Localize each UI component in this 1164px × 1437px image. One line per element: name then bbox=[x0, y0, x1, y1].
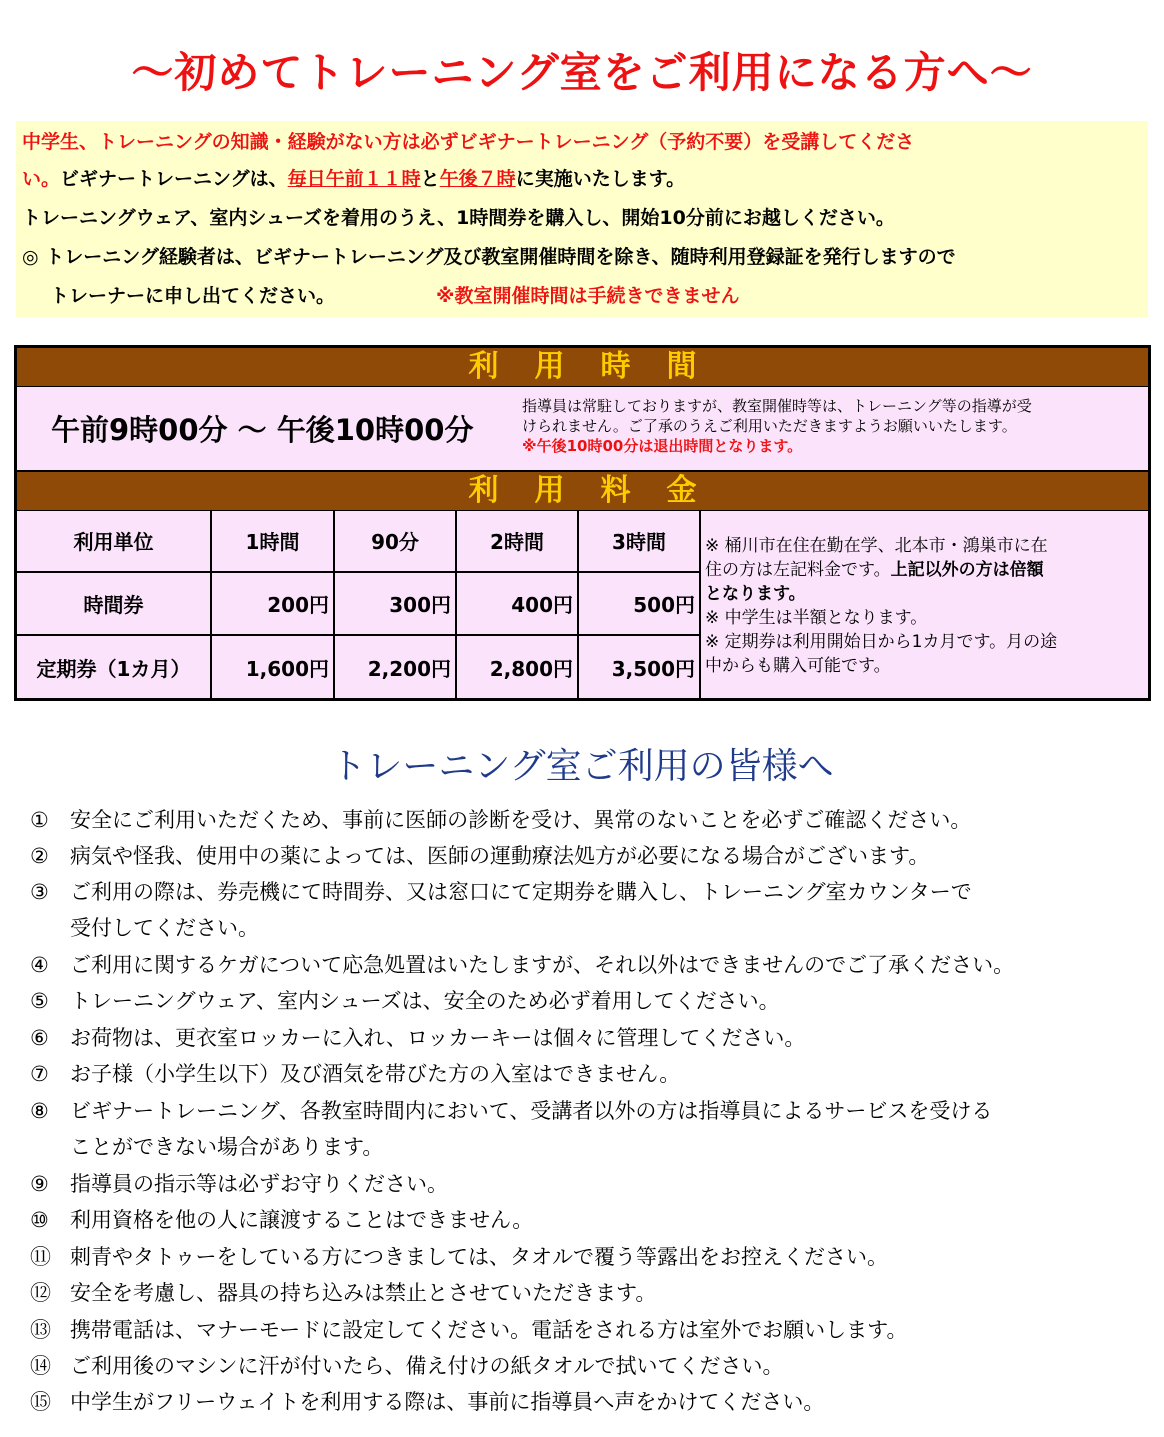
fee-col-header: 90分 bbox=[335, 510, 457, 573]
rule-item: ① 安全にご利用いただくため、事前に医師の診断を受け、異常のないことを必ずご確認ください。 bbox=[30, 808, 972, 832]
rule-item: ⑧ ビギナートレーニング、各教室時間内において、受講者以外の方は指導員によるサービスを受ける bbox=[30, 1099, 993, 1123]
intro-time-1: 毎日午前１１時 bbox=[287, 168, 421, 190]
fee-cell: 200円 bbox=[212, 573, 335, 636]
intro-line-1: 中学生、トレーニングの知識・経験がない方は必ずビギナートレーニング（予約不要）を受講してくださ bbox=[22, 131, 915, 153]
intro-time-2: 午後７時 bbox=[439, 168, 516, 190]
rules-heading: トレーニング室ご利用の皆様へ bbox=[330, 746, 834, 787]
fee-cell: 2,200円 bbox=[335, 636, 457, 698]
fee-col-header: 2時間 bbox=[457, 510, 579, 573]
fee-cell: 400円 bbox=[457, 573, 579, 636]
fee-col-header: 1時間 bbox=[212, 510, 335, 573]
usage-note-2: けられません。ご了承のうえご利用いただきますようお願いいたします。 bbox=[522, 417, 1017, 435]
intro-line-3: トレーニングウェア、室内シューズを着用のうえ、1時間券を購入し、開始10分前にお越しください。 bbox=[22, 207, 895, 229]
fee-note-2-bold: 上記以外の方は倍額 bbox=[890, 560, 1044, 580]
rule-item: ⑬ 携帯電話は、マナーモードに設定してください。電話をされる方は室外でお願いします。 bbox=[30, 1318, 908, 1342]
fee-cell: 3,500円 bbox=[579, 636, 701, 698]
rule-item: ⑥ お荷物は、更衣室ロッカーに入れ、ロッカーキーは個々に管理してください。 bbox=[30, 1026, 806, 1050]
fee-note-6: 中からも購入可能です。 bbox=[705, 656, 891, 676]
fee-note-3: となります。 bbox=[705, 584, 806, 604]
rule-item: ⑭ ご利用後のマシンに汗が付いたら、備え付けの紙タオルで拭いてください。 bbox=[30, 1354, 784, 1378]
fee-col-header: 3時間 bbox=[579, 510, 701, 573]
intro-line-5-note: ※教室開催時間は手続きできません bbox=[436, 285, 740, 307]
intro-line-4: ◎ トレーニング経験者は、ビギナートレーニング及び教室開催時間を除き、随時利用登録証を発行しますので bbox=[22, 246, 956, 268]
fee-cell: 2,800円 bbox=[457, 636, 579, 698]
intro-line-2-a: ビギナートレーニングは、 bbox=[60, 168, 288, 190]
usage-time-header: 利用時間 bbox=[17, 348, 1148, 387]
fee-cell: 300円 bbox=[335, 573, 457, 636]
rule-item: ② 病気や怪我、使用中の薬によっては、医師の運動療法処方が必要になる場合がございます。 bbox=[30, 844, 930, 868]
rule-item-continued: ことができない場合があります。 bbox=[70, 1135, 384, 1159]
rule-item: ⑦ お子様（小学生以下）及び酒気を帯びた方の入室はできません。 bbox=[30, 1062, 681, 1086]
fee-row-label: 定期券（1カ月） bbox=[17, 636, 212, 698]
rule-item: ④ ご利用に関するケガについて応急処置はいたしますが、それ以外はできませんのでご了承ください。 bbox=[30, 953, 1015, 977]
fee-cell: 500円 bbox=[579, 573, 701, 636]
intro-box bbox=[16, 121, 1148, 317]
usage-note-3: ※午後10時00分は退出時間となります。 bbox=[522, 437, 803, 455]
usage-time-note bbox=[522, 396, 1152, 456]
intro-line-2-b: と bbox=[420, 168, 440, 190]
rule-item: ⑪ 刺青やタトゥーをしている方につきましては、タオルで覆う等露出をお控えください。 bbox=[30, 1245, 889, 1269]
rule-item: ⑮ 中学生がフリーウェイトを利用する際は、事前に指導員へ声をかけてください。 bbox=[30, 1390, 825, 1414]
intro-line-2-c: に実施いたします。 bbox=[515, 168, 686, 190]
fee-note-5: ※ 定期券は利用開始日から1カ月です。月の途 bbox=[705, 632, 1058, 652]
rule-item: ⑤ トレーニングウェア、室内シューズは、安全のため必ず着用してください。 bbox=[30, 989, 780, 1013]
rule-item: ⑨ 指導員の指示等は必ずお守りください。 bbox=[30, 1172, 448, 1196]
rule-item: ⑩ 利用資格を他の人に譲渡することはできません。 bbox=[30, 1208, 534, 1232]
intro-line-2-red: い。 bbox=[22, 168, 61, 190]
info-box bbox=[14, 345, 1151, 701]
intro-line-5: トレーナーに申し出てください。 bbox=[50, 285, 336, 307]
rule-item: ③ ご利用の際は、券売機にて時間券、又は窓口にて定期券を購入し、トレーニング室カウンターで bbox=[30, 880, 972, 904]
rule-item-continued: 受付してください。 bbox=[70, 916, 259, 940]
usage-hours: 午前9時00分 〜 午後10時00分 bbox=[51, 413, 474, 447]
page-title: 〜初めてトレーニング室をご利用になる方へ〜 bbox=[131, 48, 1033, 97]
rule-item: ⑫ 安全を考慮し、器具の持ち込みは禁止とさせていただきます。 bbox=[30, 1281, 657, 1305]
fee-note bbox=[705, 534, 1145, 678]
fee-header: 利用料金 bbox=[17, 470, 1148, 511]
fee-note-1: ※ 桶川市在住在勤在学、北本市・鴻巣市に在 bbox=[705, 536, 1048, 556]
fee-cell: 1,600円 bbox=[212, 636, 335, 698]
fee-row-label: 時間券 bbox=[17, 573, 212, 636]
intro-line-2 bbox=[22, 161, 685, 198]
fee-note-2: 住の方は左記料金です。 bbox=[705, 560, 891, 580]
fee-note-4: ※ 中学生は半額となります。 bbox=[705, 608, 928, 628]
fee-col-header: 利用単位 bbox=[17, 510, 212, 573]
usage-note-1: 指導員は常駐しておりますが、教室開催時等は、トレーニング等の指導が受 bbox=[522, 397, 1032, 415]
